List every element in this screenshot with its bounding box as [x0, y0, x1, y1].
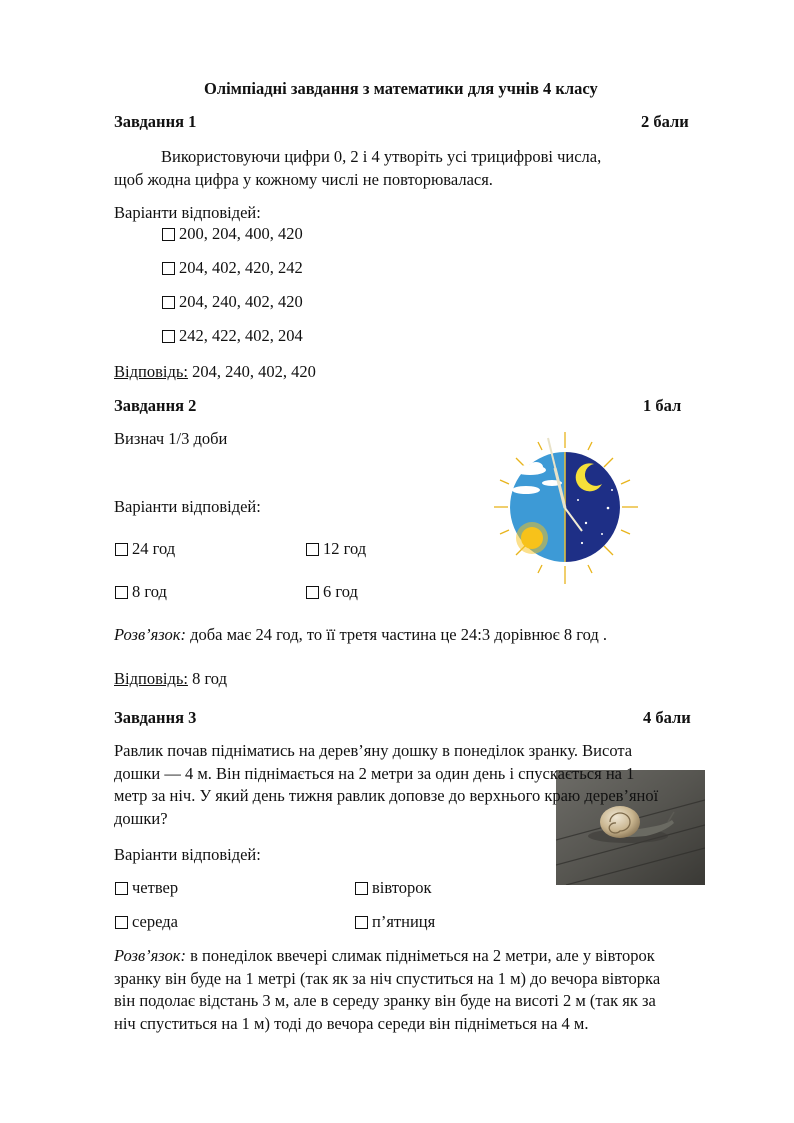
task3-option-3[interactable]	[115, 912, 178, 932]
solution-line: він подолає відстань 3 м, але в середу зранку він буде на висоті 2 м (так як за	[114, 991, 656, 1010]
night-half	[565, 452, 620, 562]
task3-question	[114, 740, 658, 830]
checkbox-icon[interactable]	[115, 543, 128, 556]
option-label: п’ятниця	[372, 912, 436, 931]
solution-text: в понеділок ввечері слимак підніметься на 2 метри, але у вівторок	[185, 946, 655, 965]
task3-points: 4 бали	[643, 708, 691, 727]
checkbox-icon[interactable]	[162, 262, 175, 275]
solution-label: Розв’язок:	[114, 946, 186, 965]
option-label: 24 год	[132, 539, 176, 558]
checkbox-icon[interactable]	[162, 296, 175, 309]
solution-line: ніч спуститься на 1 м) тоді до вечора середи він підніметься на 4 м.	[114, 1013, 589, 1033]
task2-points: 1 бал	[643, 396, 682, 415]
task1-option-4[interactable]	[162, 326, 303, 346]
option-label: 204, 402, 420, 242	[179, 258, 303, 277]
checkbox-icon[interactable]	[162, 228, 175, 241]
task1-points: 2 бали	[641, 112, 689, 131]
page-title: Олімпіадні завдання з математики для учнів 4 класу	[204, 79, 598, 98]
option-label: вівторок	[372, 878, 432, 897]
task2-heading: Завдання 2	[114, 396, 197, 415]
solution-label: Розв’язок:	[114, 625, 186, 644]
option-label: 204, 240, 402, 420	[179, 292, 303, 311]
option-label: 242, 422, 402, 204	[179, 326, 303, 345]
task1-option-3[interactable]	[162, 292, 303, 312]
option-label: 200, 204, 400, 420	[179, 224, 303, 243]
option-label: 8 год	[132, 582, 167, 601]
task3-option-4[interactable]	[355, 912, 435, 932]
task2-option-3[interactable]	[115, 582, 167, 602]
task3-option-2[interactable]	[355, 878, 432, 898]
day-night-clock-image	[490, 428, 640, 588]
answer-label: Відповідь:	[114, 362, 188, 381]
task3-option-1[interactable]	[115, 878, 178, 898]
task1-question-line2: щоб жодна цифра у кожному числі не повторювалася.	[114, 170, 493, 189]
task3-heading: Завдання 3	[114, 708, 197, 727]
option-label: 12 год	[323, 539, 367, 558]
task1-heading: Завдання 1	[114, 112, 197, 131]
answer-label: Відповідь:	[114, 669, 188, 688]
task2-variants-label: Варіанти відповідей:	[114, 497, 261, 516]
checkbox-icon[interactable]	[115, 916, 128, 929]
question-line: Равлик почав підніматись на дерев’яну дошку в понеділок зранку. Висота	[114, 741, 633, 760]
task2-option-1[interactable]	[115, 539, 175, 559]
solution-text: доба має 24 год, то її третя частина це 24:3 дорівнює 8 год .	[185, 625, 607, 644]
task2-option-4[interactable]	[306, 582, 358, 602]
question-line: дошки?	[114, 808, 168, 828]
task1-option-1[interactable]	[162, 224, 303, 244]
task2-solution	[114, 625, 607, 645]
checkbox-icon[interactable]	[355, 916, 368, 929]
task1-variants-label: Варіанти відповідей:	[114, 203, 261, 222]
task3-variants-label: Варіанти відповідей:	[114, 845, 261, 864]
task3-solution	[114, 945, 660, 1035]
option-label: середа	[132, 912, 178, 931]
sun-icon	[521, 527, 543, 549]
task1-question-line1: Використовуючи цифри 0, 2 і 4 утворіть усі трицифрові числа,	[161, 147, 602, 166]
task2-question: Визнач 1/3 доби	[114, 429, 228, 448]
checkbox-icon[interactable]	[306, 543, 319, 556]
task1-answer	[114, 362, 316, 382]
checkbox-icon[interactable]	[355, 882, 368, 895]
answer-value: 204, 240, 402, 420	[187, 362, 316, 381]
solution-line	[114, 945, 660, 968]
task1-option-2[interactable]	[162, 258, 303, 278]
checkbox-icon[interactable]	[115, 882, 128, 895]
option-label: 6 год	[323, 582, 358, 601]
checkbox-icon[interactable]	[115, 586, 128, 599]
answer-value: 8 год	[187, 669, 227, 688]
task2-option-2[interactable]	[306, 539, 366, 559]
question-line: метр за ніч. У який день тижня равлик доповзе до верхнього краю дерев’яної	[114, 786, 659, 805]
task2-answer	[114, 669, 227, 689]
solution-line: зранку він буде на 1 метрі (так як за ніч спуститься на 1 м) до вечора вівторка	[114, 968, 661, 988]
checkbox-icon[interactable]	[162, 330, 175, 343]
option-label: четвер	[132, 878, 179, 897]
question-line: дошки — 4 м. Він піднімається на 2 метри за один день і спускається на 1	[114, 763, 635, 783]
checkbox-icon[interactable]	[306, 586, 319, 599]
